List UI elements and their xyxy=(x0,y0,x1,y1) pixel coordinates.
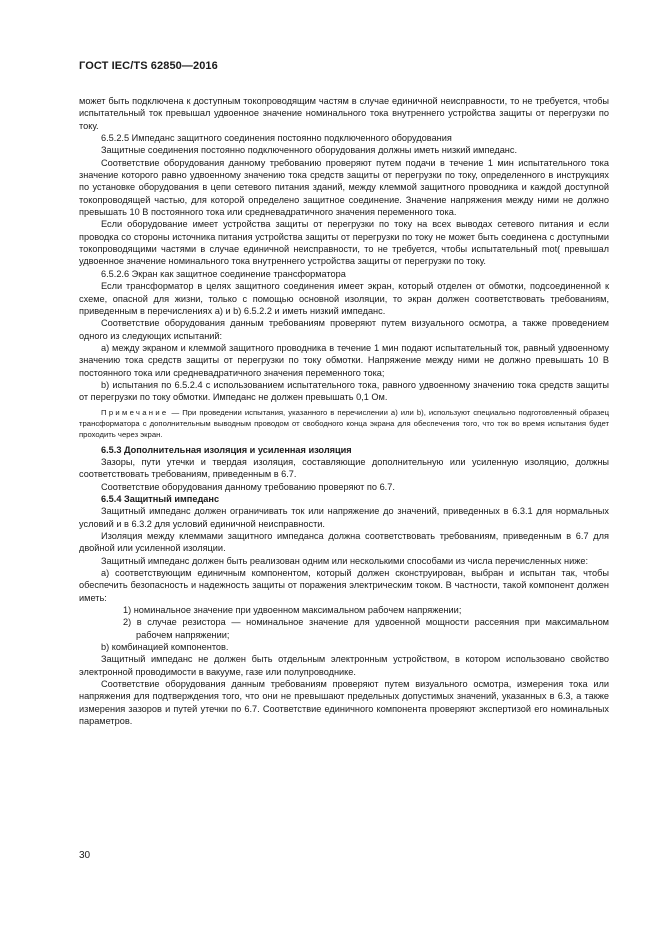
paragraph: Соответствие оборудования данному требованию проверяют по 6.7. xyxy=(101,481,395,492)
paragraph: Изоляция между клеммами защитного импеданса должна соответствовать требованиям, приведенным в 6.7 для двойной или усиленной изоляции. xyxy=(79,531,609,554)
clause-heading-6-5-2-5: 6.5.2.5 Импеданс защитного соединения постоянно подключенного оборудования xyxy=(101,133,452,144)
paragraph: Если трансформатор в целях защитного соединения имеет экран, который отделен от обмотки, подсоединенной к схеме, опасной для жизни, только с помощью основной изоляции, то экран должен соответствовать требованиям, приведенным в перечислениях а) и b) 6.5.2.2 и иметь низкий импеданс. xyxy=(79,281,609,316)
paragraph: Соответствие оборудования данным требованиям проверяют путем визуального осмотра, измерения тока или напряжения для подтверждения того, что они не превышают предельных допустимых значений, указанных в 6.3, а также измерения зазоров и путей утечки по 6.7. Соответствие единичного компонента проверяют экспертизой его номинальных параметров. xyxy=(79,679,609,727)
page-body xyxy=(79,95,609,728)
list-item-a: а) соответствующим единичным компонентом, который должен сконструирован, выбран и испытан так, чтобы обеспечить безопасность и надежность защиты от поражения электрическим током. В частности, такой компонент должен иметь: xyxy=(79,568,609,603)
section-heading-6-5-4: 6.5.4 Защитный импеданс xyxy=(101,493,220,504)
list-item-a: а) между экраном и клеммой защитного проводника в течение 1 мин подают испытательный ток, равный удвоенному значению тока средств защиты от перегрузки по току обмотки. Напряжение между ними не должно превышать 10 В постоянного тока или средневадратичного значения переменного тока; xyxy=(79,342,609,378)
sub-item-2: 2) в случае резистора — номинальное значение для удвоенной мощности рассеяния при максимальном рабочем напряжении; xyxy=(123,617,609,640)
paragraph: Соответствие оборудования данному требованию проверяют путем подачи в течение 1 мин испытательного тока значение которого равно удвоенному значению тока средств защиты от перегрузки по току, определенного в инструкциях по установке оборудования в цепи сетевого питания зданий, между клеммой защитного проводника и каждой доступной токопроводящей частью, для которой определено защитное соединение. Значение напряжения между ними не должно превышать 10 В постоянного тока или средневадратичного значения переменного тока. xyxy=(79,157,609,218)
list-item-b: b) испытания по 6.5.2.4 с использованием испытательного тока, равного удвоенному значению тока средств защиты от перегрузки по току обмотки. Импеданс не должен превышать 0,1 Ом. xyxy=(79,379,609,403)
sub-item-1: 1) номинальное значение при удвоенном максимальном рабочем напряжении; xyxy=(123,605,462,616)
paragraph: Защитные соединения постоянно подключенного оборудования должны иметь низкий импеданс. xyxy=(101,145,518,156)
page-number: 30 xyxy=(79,850,91,861)
clause-heading-6-5-2-6: 6.5.2.6 Экран как защитное соединение трансформатора xyxy=(101,268,346,279)
paragraph: Зазоры, пути утечки и твердая изоляция, составляющие дополнительную или усиленную изоляцию, должны соответствовать требованиям, приведенным в 6.7. xyxy=(79,456,609,480)
list-item-b: b) комбинацией компонентов. xyxy=(101,642,229,653)
paragraph: Защитный импеданс не должен быть отдельным электронным устройством, в котором использовано свойство электронной проводимости в вакууме, газе или полупроводнике. xyxy=(79,654,609,677)
paragraph: может быть подключена к доступным токопроводящим частям в случае единичной неисправности, то не требуется, чтобы испытательный ток превышал удвоенное значение номинального тока внутреннего устройства защиты от перегрузки по току. xyxy=(79,96,609,131)
paragraph: Если оборудование имеет устройства защиты от перегрузки по току на всех выводах сетевого питания и если проводка со стороны источника питания устройства защиты от перегрузки по току не может быть соединена с доступными токопроводящими частями в случае единичной неисправности, то не требуется, чтобы испытательный mot( превышал удвоенное значение номинального тока внутреннего устройства защиты от перегрузки по току. xyxy=(79,219,609,267)
note xyxy=(79,407,609,440)
paragraph: Соответствие оборудования данным требованиям проверяют путем визуального осмотра, а также проведением одного из следующих испытаний: xyxy=(79,318,609,341)
paragraph: Защитный импеданс должен ограничивать ток или напряжение до значений, приведенных в 6.3.1 для нормальных условий и в 6.3.2 для условий единичной неисправности. xyxy=(79,506,609,529)
section-heading-6-5-3: 6.5.3 Дополнительная изоляция и усиленная изоляция xyxy=(101,444,352,455)
note-label: Примечание xyxy=(101,407,169,417)
paragraph: Защитный импеданс должен быть реализован одним или несколькими способами из числа перечисленных ниже: xyxy=(101,555,589,566)
note-text: — При проведении испытания, указанного в перечислении а) или b), используют специально подготовленный образец трансформатора с дополнительным выводным проводом от свободного конца экрана для обеспечения того, что ток во время испытания будет проходить через экран. xyxy=(79,407,609,439)
document-header: ГОСТ IEC/TS 62850—2016 xyxy=(79,60,218,72)
